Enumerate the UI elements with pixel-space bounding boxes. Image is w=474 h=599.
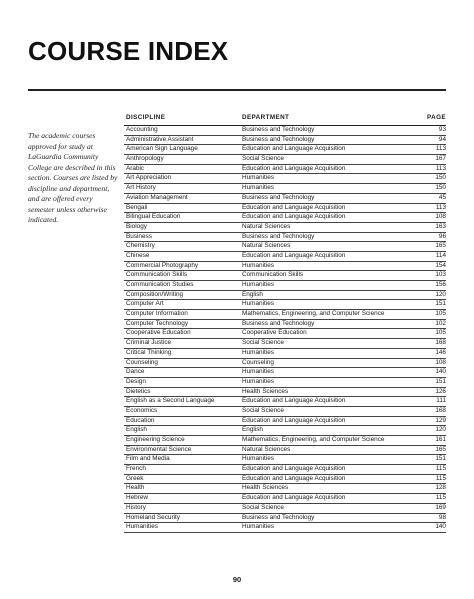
row-discipline: Accounting xyxy=(126,126,158,133)
table-row xyxy=(124,136,446,146)
table-row xyxy=(124,417,446,427)
row-page: 154 xyxy=(435,261,446,269)
table-row xyxy=(124,407,446,417)
row-discipline: Computer Information xyxy=(126,310,188,318)
row-page: 115 xyxy=(435,465,446,473)
table-row xyxy=(124,378,446,388)
row-page: 151 xyxy=(435,300,446,308)
row-department: Humanities xyxy=(242,455,274,463)
row-page: 113 xyxy=(435,145,446,153)
row-department: Business and Technology xyxy=(242,135,315,143)
row-discipline: Art Appreciation xyxy=(126,174,172,182)
row-discipline: Film and Media xyxy=(126,455,170,463)
table-row xyxy=(124,484,446,494)
row-page: 163 xyxy=(435,222,446,230)
row-department: Mathematics, Engineering, and Computer Science xyxy=(242,310,385,318)
table-row xyxy=(124,233,446,243)
row-discipline: Anthropology xyxy=(126,155,164,163)
row-discipline: Hebrew xyxy=(126,494,149,502)
row-department: Humanities xyxy=(242,300,274,308)
course-index-table xyxy=(124,114,446,533)
row-discipline: Homeland Security xyxy=(126,513,180,521)
table-row xyxy=(124,281,446,291)
row-page: 45 xyxy=(438,193,446,201)
header-discipline: DISCIPLINE xyxy=(126,114,166,121)
row-department: Humanities xyxy=(242,184,274,192)
row-page: 150 xyxy=(435,184,446,192)
row-department: Natural Sciences xyxy=(242,242,291,250)
table-row xyxy=(124,436,446,446)
table-row xyxy=(124,320,446,330)
row-department: Humanities xyxy=(242,368,274,376)
row-page: 93 xyxy=(438,126,446,133)
table-row xyxy=(124,155,446,165)
row-department: English xyxy=(242,426,263,434)
row-department: Communication Skills xyxy=(242,271,304,279)
row-department: Humanities xyxy=(242,261,274,269)
row-page: 94 xyxy=(438,135,446,143)
page-title: COURSE INDEX xyxy=(28,36,229,66)
row-discipline: Greek xyxy=(126,474,144,482)
header-page: PAGE xyxy=(427,114,446,121)
table-row xyxy=(124,465,446,475)
row-page: 114 xyxy=(435,251,446,259)
table-row xyxy=(124,194,446,204)
row-discipline: History xyxy=(126,503,146,511)
row-page: 140 xyxy=(435,523,446,531)
row-department: Counseling xyxy=(242,358,274,366)
row-department: Education and Language Acquisition xyxy=(242,416,346,424)
table-row xyxy=(124,262,446,272)
row-page: 129 xyxy=(435,416,446,424)
row-discipline: Chinese xyxy=(126,251,150,259)
table-row xyxy=(124,475,446,485)
row-discipline: Health xyxy=(126,484,145,492)
row-department: Business and Technology xyxy=(242,126,315,133)
row-page: 126 xyxy=(435,387,446,395)
row-discipline: Administrative Assistant xyxy=(126,135,194,143)
row-discipline: Biology xyxy=(126,222,147,230)
table-row xyxy=(124,397,446,407)
row-department: Humanities xyxy=(242,348,274,356)
row-discipline: Business xyxy=(126,232,152,240)
row-discipline: Counseling xyxy=(126,358,158,366)
table-row xyxy=(124,455,446,465)
row-discipline: Economics xyxy=(126,406,158,414)
row-department: Natural Sciences xyxy=(242,445,291,453)
row-page: 169 xyxy=(435,503,446,511)
table-row xyxy=(124,165,446,175)
row-discipline: Communication Skills xyxy=(126,271,188,279)
row-department: English xyxy=(242,290,263,298)
row-page: 103 xyxy=(435,271,446,279)
row-page: 168 xyxy=(435,339,446,347)
row-page: 168 xyxy=(435,406,446,414)
row-page: 120 xyxy=(435,426,446,434)
row-department: Education and Language Acquisition xyxy=(242,164,346,172)
row-discipline: Critical Thinking xyxy=(126,348,172,356)
row-department: Education and Language Acquisition xyxy=(242,465,346,473)
row-page: 150 xyxy=(435,174,446,182)
table-row xyxy=(124,426,446,436)
row-department: Social Science xyxy=(242,406,284,414)
row-department: Social Science xyxy=(242,155,284,163)
table-body xyxy=(124,126,446,533)
table-row xyxy=(124,242,446,252)
row-discipline: Chemistry xyxy=(126,242,155,250)
table-row xyxy=(124,126,446,136)
row-department: Business and Technology xyxy=(242,319,315,327)
row-discipline: English as a Second Language xyxy=(126,397,215,405)
row-department: Mathematics, Engineering, and Computer Science xyxy=(242,436,385,443)
table-row xyxy=(124,349,446,359)
table-row xyxy=(124,359,446,369)
table-row xyxy=(124,329,446,339)
row-discipline: Art History xyxy=(126,184,156,192)
row-page: 113 xyxy=(435,164,446,172)
row-department: Education and Language Acquisition xyxy=(242,203,346,211)
row-department: Humanities xyxy=(242,281,274,288)
row-page: 105 xyxy=(435,329,446,337)
row-page: 161 xyxy=(435,436,446,443)
table-row xyxy=(124,310,446,320)
row-page: 165 xyxy=(435,242,446,250)
row-discipline: Computer Art xyxy=(126,300,164,308)
page-number: 90 xyxy=(232,575,242,584)
row-discipline: Computer Technology xyxy=(126,319,189,327)
row-page: 140 xyxy=(435,368,446,376)
row-discipline: French xyxy=(126,465,146,473)
row-department: Education and Language Acquisition xyxy=(242,494,346,502)
table-row xyxy=(124,300,446,310)
header-department: DEPARTMENT xyxy=(242,114,290,121)
row-department: Education and Language Acquisition xyxy=(242,397,346,405)
row-department: Humanities xyxy=(242,377,274,385)
row-department: Education and Language Acquisition xyxy=(242,474,346,482)
row-page: 113 xyxy=(435,203,446,211)
row-page: 151 xyxy=(435,455,446,463)
table-row xyxy=(124,514,446,524)
row-discipline: Arabic xyxy=(126,164,145,172)
row-department: Business and Technology xyxy=(242,232,315,240)
table-row xyxy=(124,223,446,233)
row-department: Education and Language Acquisition xyxy=(242,251,346,259)
title-rule xyxy=(28,89,446,91)
row-page: 108 xyxy=(435,213,446,221)
table-row xyxy=(124,145,446,155)
row-discipline: Environmental Science xyxy=(126,445,192,453)
table-row xyxy=(124,204,446,214)
row-department: Social Science xyxy=(242,339,284,347)
row-department: Health Sciences xyxy=(242,484,289,492)
row-department: Education and Language Acquisition xyxy=(242,145,346,153)
row-discipline: Criminal Justice xyxy=(126,339,172,347)
table-row xyxy=(124,271,446,281)
row-discipline: Engineering Science xyxy=(126,436,185,443)
row-discipline: Aviation Management xyxy=(126,193,188,201)
row-department: Business and Technology xyxy=(242,513,315,521)
row-discipline: Bilingual Education xyxy=(126,213,181,221)
row-page: 151 xyxy=(435,377,446,385)
row-page: 167 xyxy=(435,155,446,163)
row-department: Social Science xyxy=(242,503,284,511)
row-page: 156 xyxy=(435,281,446,288)
table-row xyxy=(124,388,446,398)
row-page: 111 xyxy=(436,397,446,405)
row-discipline: Communication Studies xyxy=(126,281,194,288)
table-row xyxy=(124,213,446,223)
row-discipline: Humanities xyxy=(126,523,158,531)
table-row xyxy=(124,523,446,533)
table-row xyxy=(124,494,446,504)
row-department: Business and Technology xyxy=(242,193,315,201)
table-row xyxy=(124,184,446,194)
row-department: Humanities xyxy=(242,174,274,182)
row-page: 102 xyxy=(435,319,446,327)
row-discipline: Bengali xyxy=(126,203,148,211)
row-department: Health Sciences xyxy=(242,387,289,395)
row-page: 96 xyxy=(438,232,446,240)
row-discipline: Dietetics xyxy=(126,387,151,395)
table-row xyxy=(124,368,446,378)
table-row xyxy=(124,339,446,349)
table-row xyxy=(124,504,446,514)
row-discipline: Commercial Photography xyxy=(126,261,199,269)
row-department: Natural Sciences xyxy=(242,222,291,230)
row-page: 115 xyxy=(435,474,446,482)
row-department: Cooperative Education xyxy=(242,329,307,337)
row-page: 98 xyxy=(438,513,446,521)
row-page: 115 xyxy=(435,494,446,502)
row-discipline: Design xyxy=(126,377,146,385)
row-discipline: Education xyxy=(126,416,155,424)
row-discipline: Composition/Writing xyxy=(126,290,184,298)
row-discipline: English xyxy=(126,426,147,434)
table-row xyxy=(124,252,446,262)
row-page: 146 xyxy=(435,348,446,356)
row-page: 128 xyxy=(435,484,446,492)
row-department: Education and Language Acquisition xyxy=(242,213,346,221)
table-header xyxy=(124,114,446,126)
row-page: 120 xyxy=(435,290,446,298)
row-discipline: Cooperative Education xyxy=(126,329,191,337)
table-row xyxy=(124,446,446,456)
section-description: The academic courses approved for study at LaGuardia Community College are described in this section. Courses are listed by discipline and department, and are offered every semester unless otherwise indicated. xyxy=(28,131,118,224)
row-department: Humanities xyxy=(242,523,274,531)
table-row xyxy=(124,291,446,301)
row-discipline: Dance xyxy=(126,368,145,376)
row-discipline: American Sign Language xyxy=(126,145,198,153)
table-row xyxy=(124,174,446,184)
row-page: 165 xyxy=(435,445,446,453)
row-page: 108 xyxy=(435,358,446,366)
row-page: 105 xyxy=(435,310,446,318)
